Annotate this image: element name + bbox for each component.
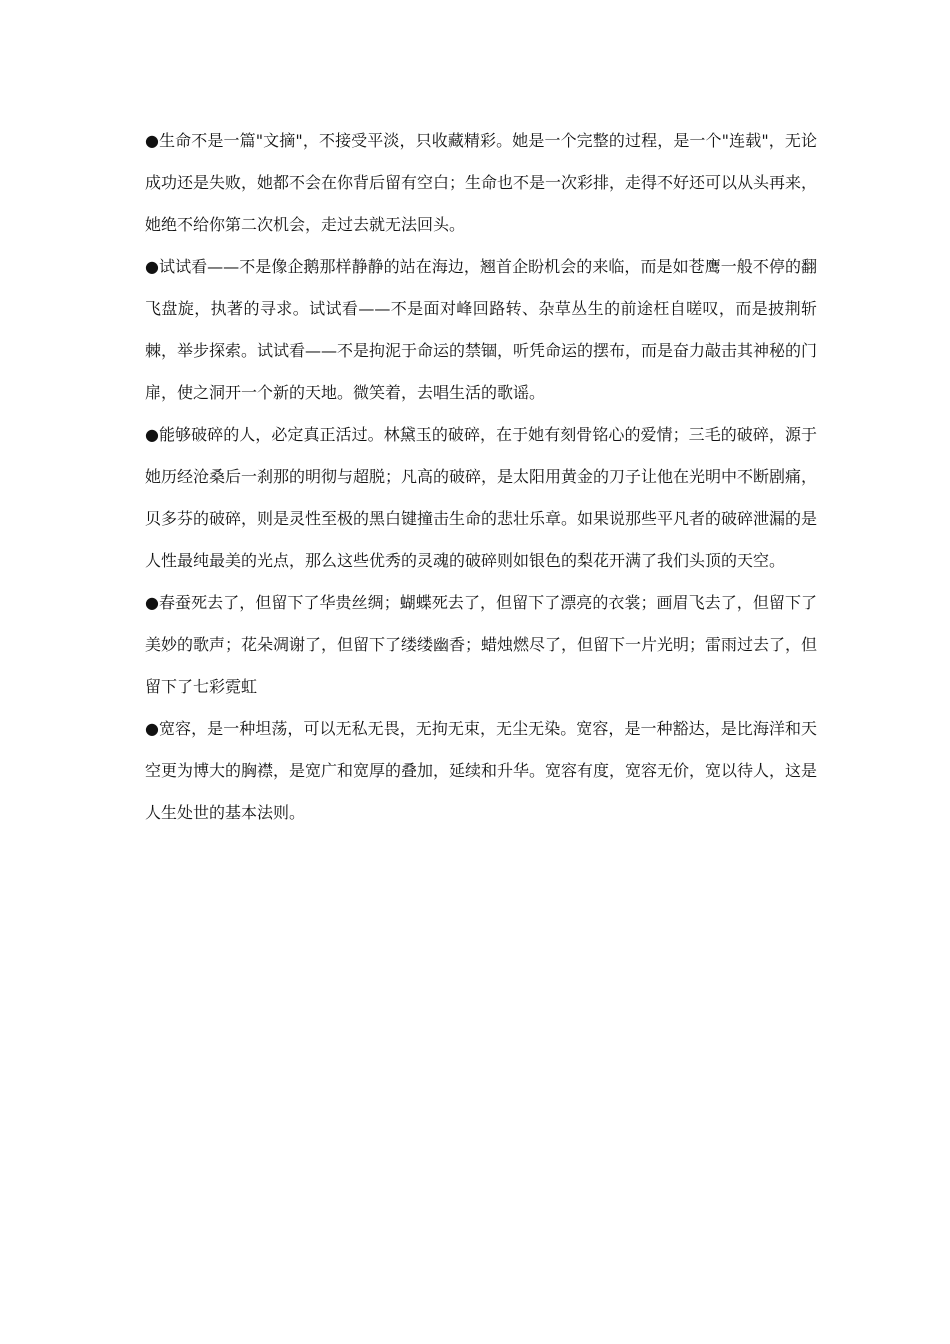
paragraph-tolerance: ●宽容，是一种坦荡，可以无私无畏，无拘无束，无尘无染。宽容，是一种豁达，是比海洋和天空更为博大的胸襟，是宽广和宽厚的叠加，延续和升华。宽容有度，宽容无价，宽以待人，这是人生处世的基本法则。 xyxy=(145,719,818,822)
paragraph-broken: ●能够破碎的人，必定真正活过。林黛玉的破碎，在于她有刻骨铭心的爱情；三毛的破碎，源于她历经沧桑后一刹那的明彻与超脱；凡高的破碎，是太阳用黄金的刀子让他在光明中不断剧痛，贝多芬的破碎，则是灵性至极的黑白键撞击生命的悲壮乐章。如果说那些平凡者的破碎泄漏的是人性最纯最美的光点，那么这些优秀的灵魂的破碎则如银色的梨花开满了我们头顶的天空。 xyxy=(145,425,818,570)
paragraph-life: ●生命不是一篇"文摘"，不接受平淡，只收藏精彩。她是一个完整的过程，是一个"连载"，无论成功还是失败，她都不会在你背后留有空白；生命也不是一次彩排，走得不好还可以从头再来，她绝不给你第二次机会，走过去就无法回头。 xyxy=(145,131,818,234)
document-body xyxy=(145,120,817,834)
paragraph-silkworm: ●春蚕死去了，但留下了华贵丝绸；蝴蝶死去了，但留下了漂亮的衣裳；画眉飞去了，但留下了美妙的歌声；花朵凋谢了，但留下了缕缕幽香；蜡烛燃尽了，但留下一片光明；雷雨过去了，但留下了七彩霓虹 xyxy=(145,593,818,696)
paragraph-try: ●试试看——不是像企鹅那样静静的站在海边，翘首企盼机会的来临，而是如苍鹰一般不停的翻飞盘旋，执著的寻求。试试看——不是面对峰回路转、杂草丛生的前途枉自嗟叹，而是披荆斩棘，举步探索。试试看——不是拘泥于命运的禁锢，听凭命运的摆布，而是奋力敲击其神秘的门扉，使之洞开一个新的天地。微笑着，去唱生活的歌谣。 xyxy=(145,257,818,402)
